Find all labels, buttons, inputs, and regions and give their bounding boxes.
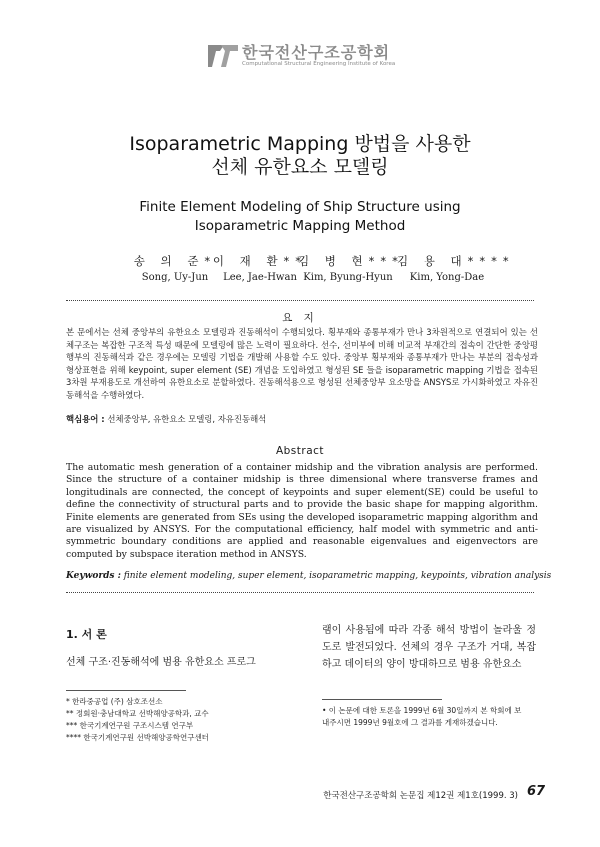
- society-name-en: Computational Structural Engineering Institute of Korea: [242, 61, 396, 67]
- discussion-note-line1: • 이 논문에 대한 토론을 1999년 6월 30일까지 본 학회에 보: [322, 706, 522, 715]
- author-4-name-ko: 김 용 대****: [397, 254, 515, 268]
- author-4: [397, 253, 515, 285]
- footnote-rule-right: [322, 699, 442, 700]
- footnote-2: ** 정회원·충남대학교 선박해양공학과, 교수: [66, 709, 209, 718]
- keywords-ko: [66, 413, 538, 425]
- divider-bottom: [66, 592, 534, 593]
- author-4-name-en: Kim, Yong-Dae: [409, 272, 485, 283]
- intro-left-text: 선체 구조·진동해석에 범용 유한요소 프로그: [66, 657, 256, 668]
- author-2-name-ko: 이 재 환**: [212, 254, 308, 268]
- title-en-line1: Finite Element Modeling of Ship Structure using: [139, 199, 461, 215]
- title-ko-line1: Isoparametric Mapping 방법을 사용한: [129, 133, 471, 155]
- footnote-rule-left: [66, 690, 186, 691]
- summary-text: 본 문에서는 선체 중앙부의 유한요소 모델링과 진동해석이 수행되었다. 횡부재와 종통부재가 만나 3차원적으로 연결되어 있는 선체구조는 복잡한 구조적 특성 때문에 모델링에 많은 노력이 필요하다. 선수, 선미부에 비해 비교적 부재간의 접속이 간단한 중앙평행부의 진동해석과 같은 경우에는 모델링 기법을 개발해 사용할 수도 있다. 중앙부 횡부재와 종통부재가 만나는 부분의 접속성과 형상표현을 위해 keypoint, super element (SE) 개념을 도입하였고 형성된 SE 들을 isoparametric mapping 기법을 접속된 3차원 부재용도로 개선하여 유한요소로 분할하였다. 진동해석용으로 형성된 선체중앙부 요소망을 ANSYS로 가시화하였고 자유진동해석을 수행하였다.: [66, 327, 538, 400]
- intro-heading: 1. 서 론: [66, 628, 107, 641]
- abstract-heading: Abstract: [275, 445, 325, 457]
- footnote-4: **** 한국기계연구원 선박해양공학연구센터: [66, 733, 209, 742]
- author-2: [210, 253, 310, 285]
- society-logo: [208, 40, 408, 74]
- intro-right-text: 램이 사용됨에 따라 각종 해석 방법이 놀라울 정도로 발전되었다. 선체의 경우 구조가 거대, 복잡하고 데이터의 양이 방대하므로 범용 유한요소: [322, 625, 536, 670]
- summary-heading: 요 지: [282, 312, 318, 324]
- author-2-name-en: Lee, Jae-Hwan: [223, 272, 297, 283]
- divider-top: [66, 300, 534, 301]
- title-ko-line2: 선체 유한요소 모델링: [211, 156, 389, 178]
- page-number: 67: [527, 784, 546, 799]
- abstract-text: The automatic mesh generation of a container midship and the vibration analysis are performed. Since the structure of a container midship is three dimensional where transverse frames and longitudinals are connected, the concept of keypoints and super element(SE) could be useful to define the connectivity of structural parts and to provide the basic shape for mapping algorithm. Finite elements are generated from SEs using the developed isoparametric mapping algorithm and are visualized by ANSYS. For the computational efficiency, half model with symmetric and anti-symmetric boundary conditions are applied and reasonable eigenvalues and eigenvectors are computed by subspace iteration method in ANSYS.: [66, 462, 538, 560]
- keywords-en-value: finite element modeling, super element, isoparametric mapping, keypoints, vibration analysis: [123, 571, 552, 581]
- title-en-line2: Isoparametric Mapping Method: [194, 218, 406, 234]
- journal-citation: 한국전산구조공학회 논문집 제12권 제1호(1999. 3): [323, 791, 518, 801]
- society-name-ko: 한국전산구조공학회: [242, 43, 391, 62]
- discussion-note-line2: 내주시면 1999년 9월호에 그 결과를 게재하겠습니다.: [322, 718, 498, 727]
- keywords-en-label: Keywords :: [66, 571, 121, 581]
- footnote-3: *** 한국기계연구원 구조시스템 연구부: [66, 721, 194, 730]
- keywords-ko-label: 핵심용어 :: [66, 414, 105, 424]
- society-logo-icon: [208, 43, 238, 69]
- author-3-name-ko: 김 병 현***: [298, 254, 404, 268]
- author-3-name-en: Kim, Byung-Hyun: [303, 272, 393, 283]
- keywords-en: [66, 570, 552, 582]
- keywords-ko-value: 선체중앙부, 유한요소 모델링, 자유진동해석: [107, 414, 267, 424]
- author-1-name-ko: 송 의 준*: [133, 254, 217, 268]
- author-1-name-en: Song, Uy-Jun: [141, 272, 209, 283]
- footnote-1: * 한라중공업 (주) 삼호조선소: [66, 697, 163, 706]
- author-3: [298, 253, 404, 285]
